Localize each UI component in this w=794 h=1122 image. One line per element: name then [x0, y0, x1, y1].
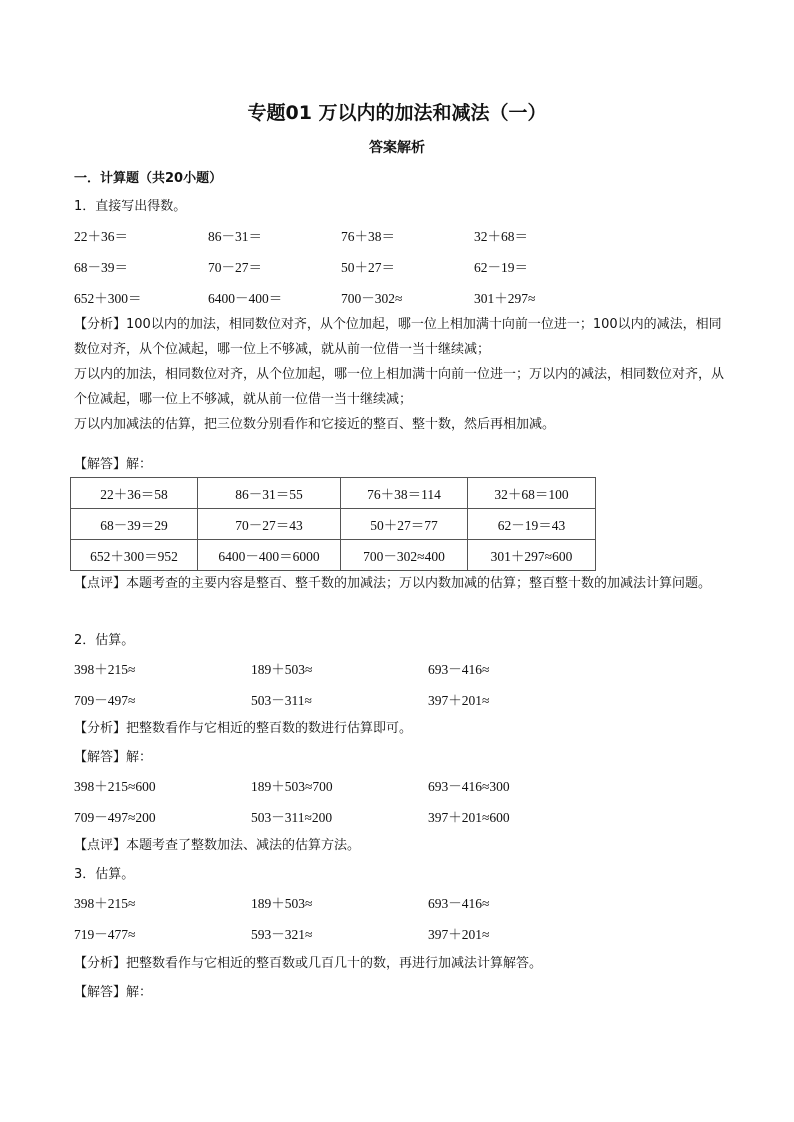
q3-expression: 719－477≈ [74, 927, 136, 942]
q2-answer-label: 【解答】解： [74, 750, 153, 765]
table-row [71, 478, 596, 509]
q1-expression: 68－39＝ [74, 260, 128, 275]
table-cell: 70－27＝43 [198, 509, 341, 540]
table-cell: 76＋38＝114 [341, 478, 468, 509]
q2-answer: 709－497≈200 [74, 810, 156, 825]
document-title: 专题01 万以内的加法和减法（一） [247, 102, 547, 124]
q1-comment: 【点评】本题考查的主要内容是整百、整千数的加减法；万以内数加减的估算；整百整十数的加减法计算问题。 [74, 576, 712, 591]
q2-prompt: 2．估算。 [74, 633, 135, 648]
q3-analysis: 【分析】把整数看作与它相近的整百数或几百几十的数，再进行加减法计算解答。 [74, 956, 543, 971]
q2-expression: 693－416≈ [428, 662, 490, 677]
q2-analysis: 【分析】把整数看作与它相近的整百数的数进行估算即可。 [74, 721, 413, 736]
q1-answer-label: 【解答】解： [74, 457, 153, 472]
q1-expression: 62－19＝ [474, 260, 528, 275]
table-cell: 22＋36＝58 [71, 478, 198, 509]
q3-expression: 593－321≈ [251, 927, 313, 942]
q3-expression: 398＋215≈ [74, 896, 136, 911]
q2-expression: 709－497≈ [74, 693, 136, 708]
table-row [71, 509, 596, 540]
table-cell: 652＋300＝952 [71, 540, 198, 571]
q1-expression: 301＋297≈ [474, 291, 536, 306]
table-row [71, 540, 596, 571]
q2-answer: 398＋215≈600 [74, 779, 156, 794]
section-heading: 一．计算题（共20小题） [74, 171, 223, 186]
table-cell: 50＋27＝77 [341, 509, 468, 540]
q1-expression: 86－31＝ [208, 229, 262, 244]
q1-prompt: 1．直接写出得数。 [74, 199, 187, 214]
q2-expression: 397＋201≈ [428, 693, 490, 708]
q1-expression: 32＋68＝ [474, 229, 528, 244]
table-cell: 700－302≈400 [341, 540, 468, 571]
q1-expression: 22＋36＝ [74, 229, 128, 244]
q3-expression: 693－416≈ [428, 896, 490, 911]
table-cell: 6400－400＝6000 [198, 540, 341, 571]
q3-expression: 397＋201≈ [428, 927, 490, 942]
q1-expression: 652＋300＝ [74, 291, 142, 306]
q2-expression: 398＋215≈ [74, 662, 136, 677]
q2-expression: 503－311≈ [251, 693, 312, 708]
q2-answer: 693－416≈300 [428, 779, 510, 794]
q2-expression: 189＋503≈ [251, 662, 313, 677]
analysis-paragraph: 【分析】100以内的加法，相同数位对齐，从个位加起，哪一位上相加满十向前一位进一；100以内的减法，相同数位对齐，从个位减起，哪一位上不够减，就从前一位借一当十继续减； [74, 317, 722, 357]
q1-expression: 6400－400＝ [208, 291, 283, 306]
q3-expression: 189＋503≈ [251, 896, 313, 911]
q1-expression: 76＋38＝ [341, 229, 395, 244]
q2-comment: 【点评】本题考查了整数加法、减法的估算方法。 [74, 838, 361, 853]
q1-expression: 700－302≈ [341, 291, 403, 306]
table-cell: 62－19＝43 [468, 509, 596, 540]
q3-prompt: 3．估算。 [74, 867, 135, 882]
analysis-paragraph: 万以内加减法的估算，把三位数分别看作和它接近的整百、整十数，然后再相加减。 [74, 417, 556, 432]
q2-answer: 189＋503≈700 [251, 779, 333, 794]
analysis-paragraph: 万以内的加法，相同数位对齐，从个位加起，哪一位上相加满十向前一位进一；万以内的减法，相同数位对齐，从个位减起，哪一位上不够减，就从前一位借一当十继续减； [74, 367, 725, 407]
table-cell: 32＋68＝100 [468, 478, 596, 509]
q1-analysis [74, 312, 734, 437]
q1-answer-table [70, 477, 596, 571]
document-subtitle: 答案解析 [369, 140, 425, 156]
q2-answer: 397＋201≈600 [428, 810, 510, 825]
q1-expression: 50＋27＝ [341, 260, 395, 275]
q1-expression: 70－27＝ [208, 260, 262, 275]
table-cell: 301＋297≈600 [468, 540, 596, 571]
q2-answer: 503－311≈200 [251, 810, 333, 825]
table-cell: 86－31＝55 [198, 478, 341, 509]
table-cell: 68－39＝29 [71, 509, 198, 540]
q3-answer-label: 【解答】解： [74, 985, 153, 1000]
